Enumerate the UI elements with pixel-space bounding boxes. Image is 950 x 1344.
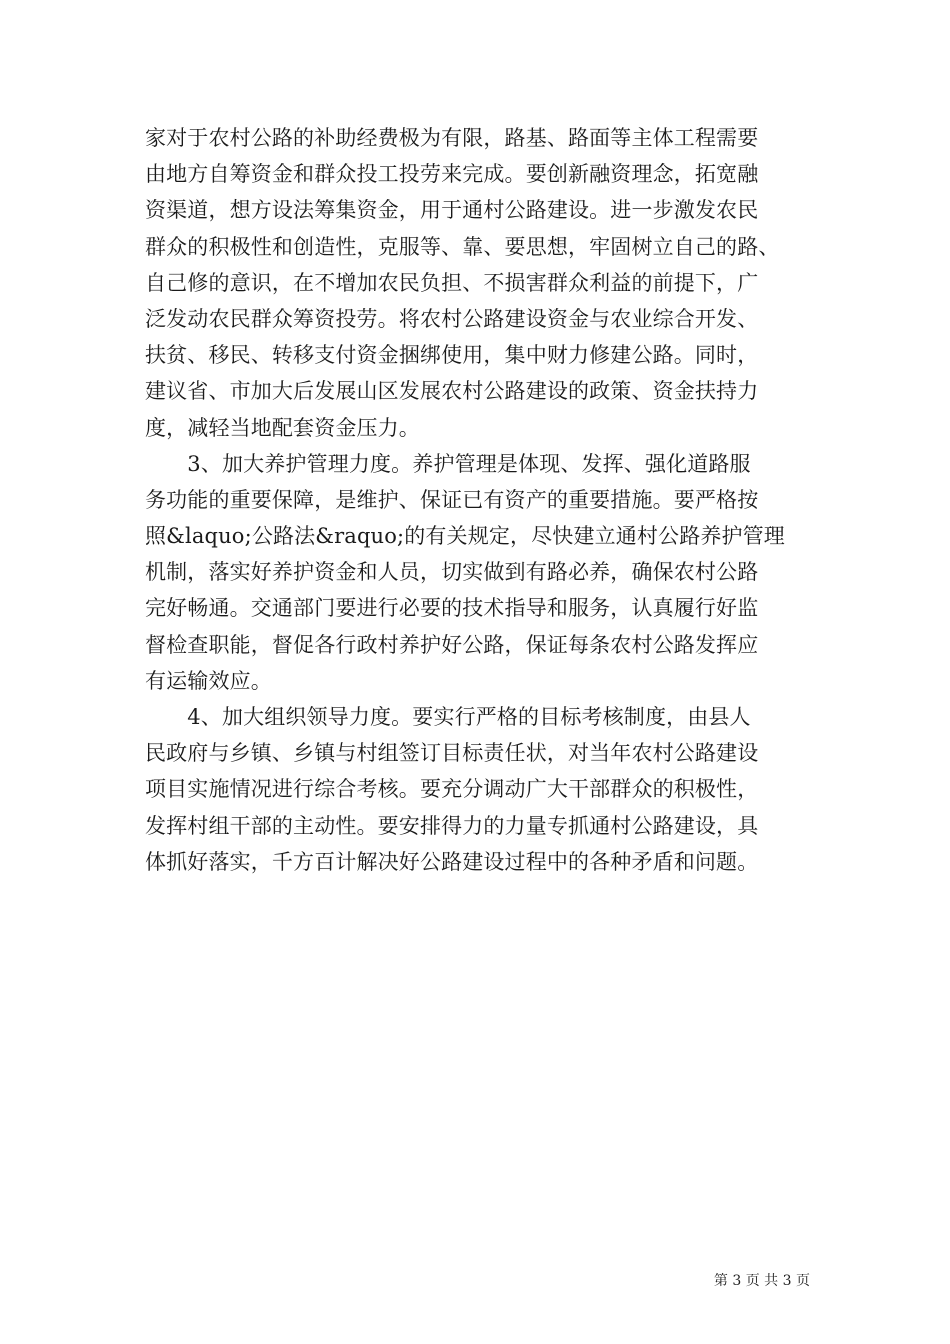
- text-line: 有运输效应。: [145, 668, 272, 693]
- text-line: 度，减轻当地配套资金压力。: [145, 415, 420, 440]
- text-line: 机制，落实好养护资金和人员，切实做到有路必养，确保农村公路: [145, 560, 759, 585]
- text-line: 4、加大组织领导力度。要实行严格的目标考核制度，由县人: [145, 705, 751, 729]
- text-line: 家对于农村公路的补助经费极为有限，路基、路面等主体工程需要: [145, 126, 759, 150]
- text-line: 由地方自筹资金和群众投工投劳来完成。要创新融资理念，拓宽融: [145, 162, 759, 187]
- text-line: 建议省、市加大后发展山区发展农村公路建设的政策、资金扶持力: [145, 379, 759, 404]
- text-line: 群众的积极性和创造性，克服等、靠、要思想，牢固树立自己的路、: [145, 234, 780, 259]
- text-line: 完好畅通。交通部门要进行必要的技术指导和服务，认真履行好监: [145, 596, 759, 621]
- text-line: 扶贫、移民、转移支付资金捆绑使用，集中财力修建公路。同时，: [145, 343, 759, 368]
- text-line: 照&laquo;公路法&raquo;的有关规定，尽快建立通村公路养护管理: [145, 524, 785, 549]
- text-line: 3、加大养护管理力度。养护管理是体现、发挥、强化道路服: [145, 451, 751, 476]
- text-line: 自己修的意识，在不增加农民负担、不损害群众利益的前提下，广: [145, 270, 759, 295]
- text-line: 泛发动农民群众筹资投劳。将农村公路建设资金与农业综合开发、: [145, 306, 759, 331]
- page-number-footer: 第 3 页 共 3 页: [713, 1273, 810, 1289]
- text-line: 督检查职能，督促各行政村养护好公路，保证每条农村公路发挥应: [145, 632, 759, 657]
- text-line: 务功能的重要保障，是维护、保证已有资产的重要措施。要严格按: [145, 487, 759, 512]
- document-body: [145, 120, 815, 880]
- text-line: 项目实施情况进行综合考核。要充分调动广大干部群众的积极性，: [145, 777, 759, 802]
- text-line: 资渠道，想方设法筹集资金，用于通村公路建设。进一步激发农民: [145, 198, 759, 223]
- text-line: 体抓好落实，千方百计解决好公路建设过程中的各种矛盾和问题。: [145, 849, 759, 874]
- text-line: 发挥村组干部的主动性。要安排得力的力量专抓通村公路建设，具: [145, 813, 759, 838]
- text-line: 民政府与乡镇、乡镇与村组签订目标责任状，对当年农村公路建设: [145, 741, 759, 766]
